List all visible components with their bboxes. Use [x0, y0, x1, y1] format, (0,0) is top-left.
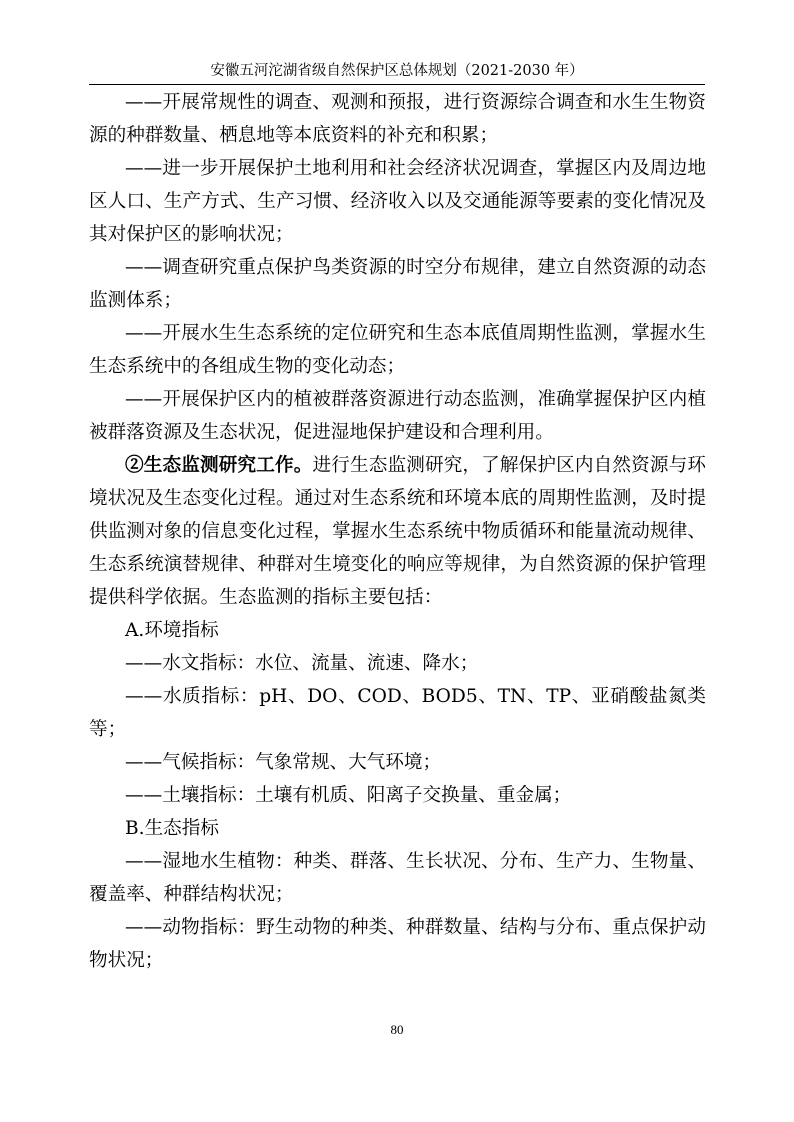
page-number: 80 [390, 1022, 404, 1037]
paragraph: ——进一步开展保护土地利用和社会经济状况调查，掌握区内及周边地区人口、生产方式、生产习惯、经济收入以及交通能源等要素的变化情况及其对保护区的影响状况； [89, 158, 706, 245]
list-item: ——湿地水生植物：种类、群落、生长状况、分布、生产力、生物量、覆盖率、种群结构状况； [89, 851, 706, 905]
page-body [89, 86, 706, 977]
section-text: 进行生态监测研究，了解保护区内自然资源与环境状况及生态变化过程。通过对生态系统和环境本底的周期性监测，及时提供监测对象的信息变化过程，掌握水生态系统中物质循环和能量流动规律、生态系统演替规律、种群对生境变化的响应等规律，为自然资源的保护管理提供科学依据。生态监测的指标主要包括： [89, 455, 706, 608]
paragraph: ——调查研究重点保护鸟类资源的时空分布规律，建立自然资源的动态监测体系； [89, 257, 706, 311]
list-item: ——气候指标：气象常规、大气环境； [125, 752, 442, 773]
paragraph: ——开展常规性的调查、观测和预报，进行资源综合调查和水生生物资源的种群数量、栖息地等本底资料的补充和积累； [89, 92, 706, 146]
subsection-title: A.环境指标 [125, 620, 219, 641]
list-item: ——水文指标：水位、流量、流速、降水； [125, 653, 479, 674]
section-heading: ②生态监测研究工作。 [125, 455, 313, 476]
list-item: ——动物指标：野生动物的种类、种群数量、结构与分布、重点保护动物状况； [89, 917, 706, 971]
header-title: 安徽五河沱湖省级自然保护区总体规划（2021-2030 年） [210, 63, 584, 79]
list-item: ——水质指标：pH、DO、COD、BOD5、TN、TP、亚硝酸盐氮类等； [89, 686, 706, 740]
paragraph: ——开展水生生态系统的定位研究和生态本底值周期性监测，掌握水生生态系统中的各组成生物的变化动态； [89, 323, 706, 377]
paragraph: ——开展保护区内的植被群落资源进行动态监测，准确掌握保护区内植被群落资源及生态状况，促进湿地保护建设和合理利用。 [89, 389, 706, 443]
list-item: ——土壤指标：土壤有机质、阳离子交换量、重金属； [125, 785, 572, 806]
section-paragraph [89, 449, 706, 614]
page-header [89, 58, 705, 85]
subsection-title: B.生态指标 [125, 818, 219, 839]
